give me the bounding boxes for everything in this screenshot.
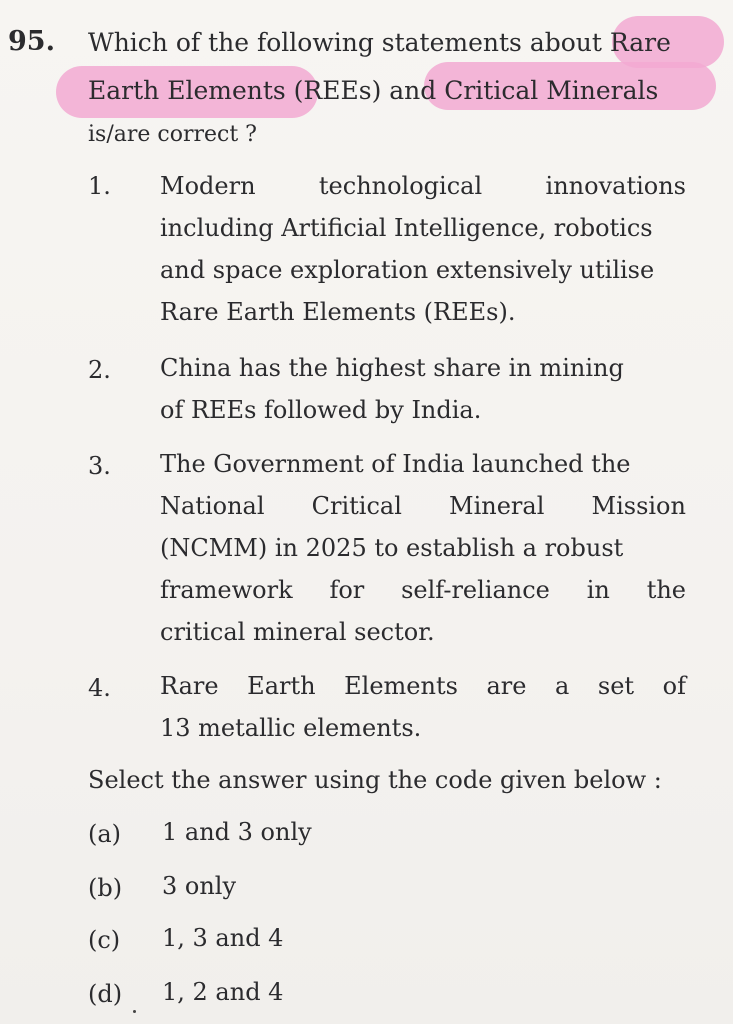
statement-word: National xyxy=(160,492,265,520)
statement-word: self-reliance xyxy=(401,576,550,604)
option-text-a: 1 and 3 only xyxy=(162,818,312,846)
option-letter-d: (d) xyxy=(88,980,123,1008)
statement-line: 13 metallic elements. xyxy=(160,714,422,742)
statement-word: Mineral xyxy=(449,492,545,520)
statement-number: 3. xyxy=(88,452,111,480)
option-text-c: 1, 3 and 4 xyxy=(162,924,284,952)
statement-line: China has the highest share in mining xyxy=(160,354,624,382)
statement-word: Earth xyxy=(247,672,316,700)
statement-number: 1. xyxy=(88,172,111,200)
question-stem-line: is/are correct ? xyxy=(88,122,257,147)
option-letter-a: (a) xyxy=(88,820,122,848)
statement-line xyxy=(160,672,686,700)
statement-number: 2. xyxy=(88,356,111,384)
statement-word: are xyxy=(486,672,527,700)
option-text-d: 1, 2 and 4 xyxy=(162,978,284,1006)
statement-word: Critical xyxy=(311,492,402,520)
option-text-b: 3 only xyxy=(162,872,237,900)
question-number: 95. xyxy=(8,26,55,57)
answer-instruction: Select the answer using the code given below : xyxy=(88,766,662,794)
option-letter-c: (c) xyxy=(88,926,121,954)
statement-word: for xyxy=(329,576,365,604)
statement-line xyxy=(160,492,686,520)
statement-word: Elements xyxy=(344,672,458,700)
statement-line: The Government of India launched the xyxy=(160,450,631,478)
statement-line: and space exploration extensively utilise xyxy=(160,256,655,284)
statement-line: including Artificial Intelligence, robotics xyxy=(160,214,653,242)
statement-word: technological xyxy=(318,172,483,200)
statement-line: (NCMM) in 2025 to establish a robust xyxy=(160,534,624,562)
statement-word: of xyxy=(662,672,686,700)
statement-word: Modern xyxy=(160,172,256,200)
stray-mark xyxy=(133,1010,136,1013)
statement-word: Rare xyxy=(160,672,219,700)
statement-line: of REEs followed by India. xyxy=(160,396,482,424)
statement-line: critical mineral sector. xyxy=(160,618,435,646)
statement-line: Rare Earth Elements (REEs). xyxy=(160,298,516,326)
statement-word: the xyxy=(646,576,686,604)
statement-word: framework xyxy=(160,576,293,604)
statement-word: in xyxy=(586,576,610,604)
option-letter-b: (b) xyxy=(88,874,123,902)
statement-word: Mission xyxy=(591,492,686,520)
statement-number: 4. xyxy=(88,674,111,702)
question-stem-line: Earth Elements (REEs) and Critical Minerals xyxy=(88,76,659,105)
statement-line xyxy=(160,576,686,604)
statement-word: set xyxy=(597,672,635,700)
question-stem-line: Which of the following statements about Rare xyxy=(88,28,671,57)
statement-word: innovations xyxy=(545,172,686,200)
statement-word: a xyxy=(555,672,570,700)
statement-line xyxy=(160,172,686,200)
